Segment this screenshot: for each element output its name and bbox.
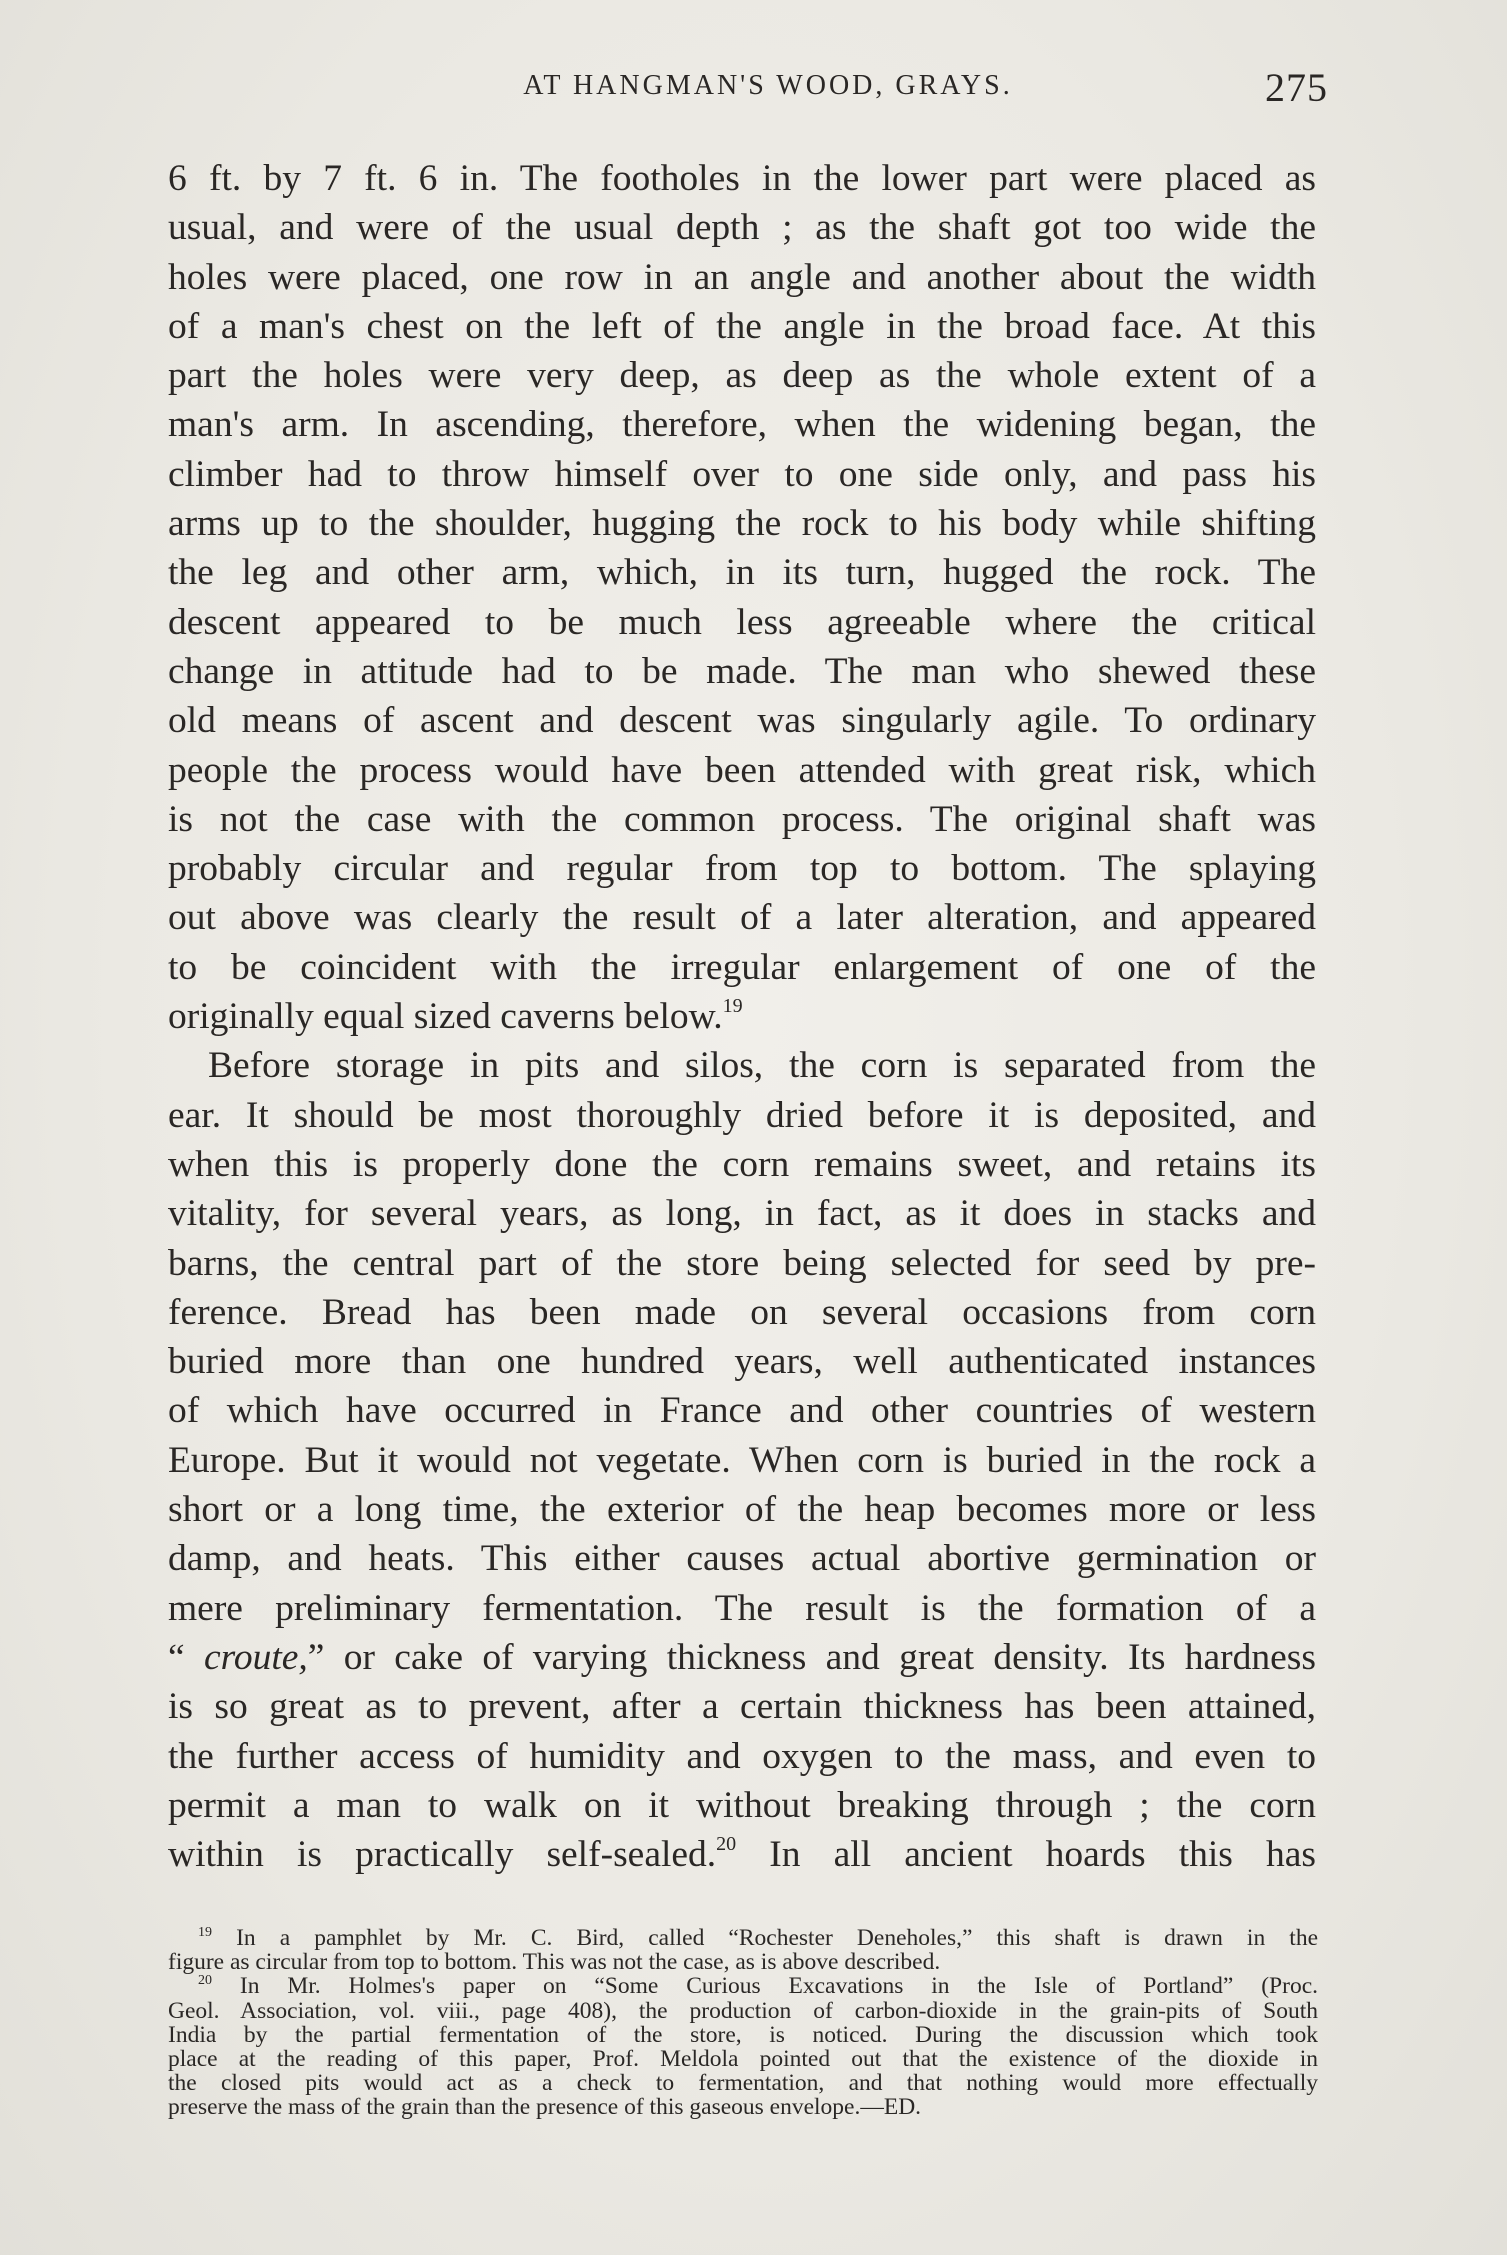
body-line: holes were placed, one row in an angle and another about the width xyxy=(168,256,1316,298)
body-line: barns, the central part of the store being selected for seed by pre- xyxy=(168,1242,1316,1284)
body-line: buried more than one hundred years, well authenticated instances xyxy=(168,1341,1316,1383)
body-line: permit a man to walk on it without breaking through ; the corn xyxy=(168,1784,1316,1826)
body-line: out above was clearly the result of a later alteration, and appeared xyxy=(168,897,1316,939)
body-line xyxy=(168,1830,1316,1879)
footnote-marker: 19 xyxy=(198,1925,212,1940)
footnote-marker: 20 xyxy=(198,1973,212,1989)
close-quote: ” xyxy=(307,1636,325,1678)
body-line: of a man's chest on the left of the angle in the broad face. At this xyxy=(168,305,1316,347)
body-line: probably circular and regular from top to bottom. The splaying xyxy=(168,848,1316,890)
footnotes xyxy=(168,1926,1318,2120)
body-line: ference. Bread has been made on several occasions from corn xyxy=(168,1291,1316,1333)
body-line: to be coincident with the irregular enlargement of one of the xyxy=(168,946,1316,988)
body-line: 6 ft. by 7 ft. 6 in. The footholes in the lower part were placed as xyxy=(168,158,1316,199)
page-number: 275 xyxy=(1265,65,1328,110)
body-line: is not the case with the common process. The original shaft was xyxy=(168,798,1316,840)
open-quote: “ xyxy=(168,1636,204,1678)
body-line-text: In all ancient hoards this has xyxy=(769,1834,1317,1876)
body-line: the leg and other arm, which, in its turn, hugged the rock. The xyxy=(168,552,1316,594)
body-line: the further access of humidity and oxygen to the mass, and even to xyxy=(168,1735,1316,1777)
body-line: is so great as to prevent, after a certain thickness has been attained, xyxy=(168,1686,1316,1728)
body-line: of which have occurred in France and other countries of western xyxy=(168,1390,1316,1432)
body-line: vitality, for several years, as long, in fact, as it does in stacks and xyxy=(168,1193,1316,1235)
footnote-line: place at the reading of this paper, Prof. Meldola pointed out that the existence of the dioxide in xyxy=(168,2045,1318,2072)
body-line: climber had to throw himself over to one side only, and pass his xyxy=(168,453,1316,495)
body-line: ear. It should be most thoroughly dried before it is deposited, and xyxy=(168,1094,1316,1136)
footnote-line xyxy=(168,1926,1318,1950)
body-line: arms up to the shoulder, hugging the rock to his body while shifting xyxy=(168,503,1316,545)
body-line: mere preliminary fermentation. The result is the formation of a xyxy=(168,1587,1316,1629)
body-line: old means of ascent and descent was singularly agile. To ordinary xyxy=(168,700,1316,742)
running-title: AT HANGMAN'S WOOD, GRAYS. xyxy=(523,70,1013,101)
footnote-text: In a pamphlet by Mr. C. Bird, called “Rochester Deneholes,” this shaft is drawn in the xyxy=(236,1925,1319,1951)
body-text xyxy=(168,154,1316,1879)
body-line: Before storage in pits and silos, the corn is separated from the xyxy=(208,1045,1316,1087)
body-line: change in attitude had to be made. The man who shewed these xyxy=(168,650,1316,692)
body-line: usual, and were of the usual depth ; as the shaft got too wide the xyxy=(168,207,1316,249)
body-line: when this is properly done the corn remains sweet, and retains its xyxy=(168,1143,1316,1185)
footnote-line xyxy=(168,1974,1318,1998)
footnote-line: the closed pits would act as a check to fermentation, and that nothing would more effectually xyxy=(168,2070,1318,2097)
footnote-reference: 20 xyxy=(716,1833,737,1856)
body-line-text: within is practically self-sealed. xyxy=(168,1834,717,1876)
body-line: short or a long time, the exterior of the heap becomes more or less xyxy=(168,1489,1316,1531)
footnote-text: In Mr. Holmes's paper on “Some Curious Excavations in the Isle of Portland” (Proc. xyxy=(239,1973,1318,2000)
footnote-line: India by the partial fermentation of the store, is noticed. During the discussion which took xyxy=(168,2021,1318,2048)
body-line-text: originally equal sized caverns below. xyxy=(168,996,723,1038)
footnote-line: preserve the mass of the grain than the presence of this gaseous envelope.—ED. xyxy=(168,2094,922,2121)
running-head xyxy=(168,65,1328,120)
italic-word: croute, xyxy=(203,1636,308,1678)
body-line: part the holes were very deep, as deep as the whole extent of a xyxy=(168,355,1316,397)
body-line: descent appeared to be much less agreeable where the critical xyxy=(168,601,1316,643)
body-line xyxy=(168,1633,1316,1682)
body-line xyxy=(168,992,1316,1041)
body-line: people the process would have been attended with great risk, which xyxy=(168,749,1316,791)
footnote-line: figure as circular from top to bottom. This was not the case, as is above described. xyxy=(168,1949,941,1976)
footnote-line: Geol. Association, vol. viii., page 408), the production of carbon-dioxide in the grain-pits of South xyxy=(168,1997,1318,2024)
footnote-reference: 19 xyxy=(722,995,743,1018)
body-line: damp, and heats. This either causes actual abortive germination or xyxy=(168,1538,1316,1580)
body-line: Europe. But it would not vegetate. When corn is buried in the rock a xyxy=(168,1439,1316,1481)
body-line-text: or cake of varying thickness and great density. Its hardness xyxy=(343,1636,1316,1678)
body-line: man's arm. In ascending, therefore, when the widening began, the xyxy=(168,404,1316,446)
